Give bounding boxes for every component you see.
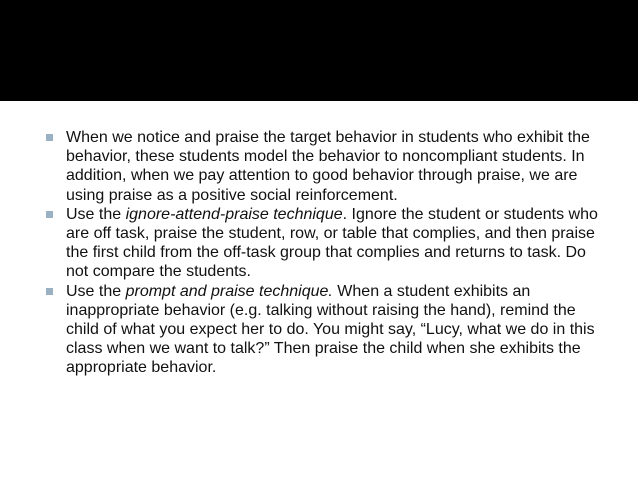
bullet-text-lead: Use the bbox=[66, 282, 126, 300]
bullet-list bbox=[46, 128, 606, 378]
bullet-text-lead: Use the bbox=[66, 205, 126, 223]
bullet-text-rest: When a student exhibits an inappropriate behavior (e.g. talking without raising the hand), remind the child of what you expect her to do. You might say, “Lucy, what we do in this class when we want to talk?” Then praise the child when she exhibits the appropriate behavior. bbox=[66, 282, 595, 377]
bullet-text: When we notice and praise the target behavior in students who exhibit the behavior, these students model the behavior to noncompliant students. In addition, when we pay attention to good behavior through praise, we are using praise as a positive social reinforcement. bbox=[66, 129, 590, 204]
square-bullet-icon bbox=[46, 211, 53, 218]
square-bullet-icon bbox=[46, 288, 53, 295]
bullet-item-ignore-attend-praise bbox=[46, 205, 606, 282]
bullet-text-rest: . Ignore the student or students who are off task, praise the student, row, or table that complies, and then praise the first child from the off-task group that complies and returns to task. Do not compare the students. bbox=[66, 205, 598, 281]
bullet-item-prompt-and-praise bbox=[46, 282, 606, 378]
technique-name: ignore-attend-praise technique bbox=[125, 205, 343, 223]
technique-name: prompt and praise technique. bbox=[125, 282, 333, 300]
square-bullet-icon bbox=[46, 134, 53, 141]
bullet-item-praise-model bbox=[46, 128, 606, 205]
title-band bbox=[0, 0, 638, 101]
